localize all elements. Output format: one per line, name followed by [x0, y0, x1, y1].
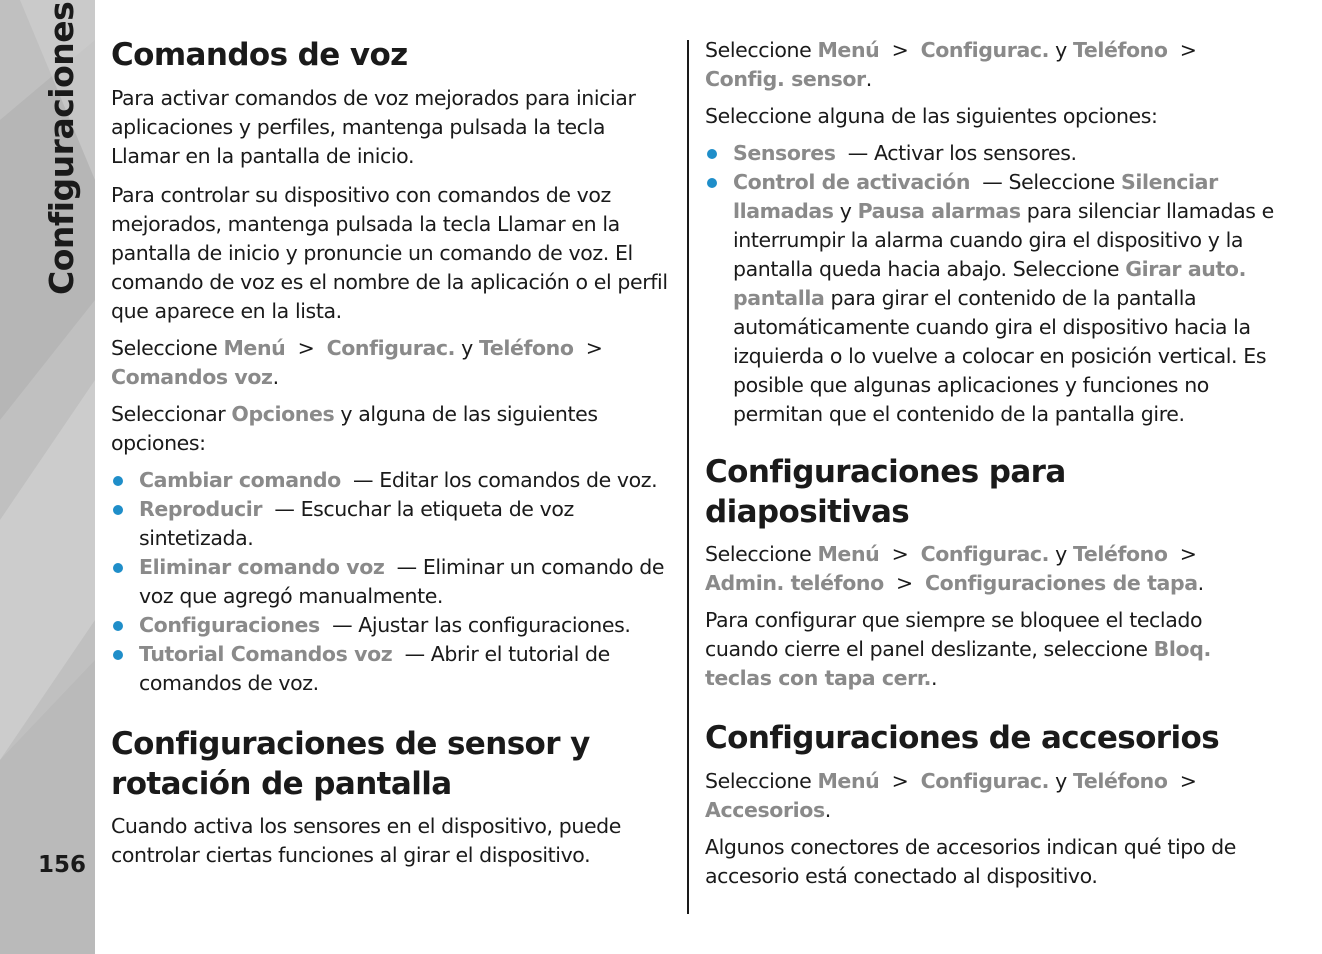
accessories-paragraph: Algunos conectores de accesorios indican qué tipo de accesorio está conectado al dispositivo. [705, 835, 1236, 889]
chapter-sidebar [0, 0, 95, 954]
list-item: Control de activación — Seleccione Silenciar llamadas y Pausa alarmas para silenciar llamadas e interrumpir la alarma cuando gira el dispositivo y la pantalla queda hacia abajo. Seleccione Girar auto. pantalla para girar el contenido de la pantalla automáticamente cuando gira el dispositivo hacia la izquierda o lo vuelve a colocar en posición vertical. Es posible que algunas aplicaciones y funciones no permitan que el contenido de la pantalla gire. [705, 168, 1275, 429]
bullet-icon [707, 178, 717, 188]
list-item: Eliminar comando voz — Eliminar un comando de voz que agregó manualmente. [111, 553, 676, 611]
right-column [705, 36, 1275, 891]
list-item: Reproducir — Escuchar la etiqueta de voz sintetizada. [111, 495, 676, 553]
accessories-menu-path: Seleccione Menú > Configurac. y Teléfono > Accesorios. [705, 769, 1209, 823]
column-divider [687, 40, 689, 914]
voice-intro-paragraph: Para activar comandos de voz mejorados para iniciar aplicaciones y perfiles, mantenga pulsada la tecla Llamar en la pantalla de inicio. [111, 85, 636, 168]
voice-menu-path: Seleccione Menú > Configurac. y Teléfono > Comandos voz. [111, 335, 615, 389]
telefono-link: Teléfono [478, 335, 574, 360]
voice-options-list [111, 466, 676, 698]
sensor-options-intro: Seleccione alguna de las siguientes opciones: [705, 104, 1158, 128]
chapter-title: Configuraciones [42, 1, 81, 295]
sensor-options-list [705, 139, 1275, 429]
heading-sensor-rotation: Configuraciones de sensor y rotación de pantalla [111, 725, 590, 802]
comandos-voz-link: Comandos voz [111, 364, 273, 389]
heading-voice-commands: Comandos de voz [111, 37, 408, 73]
slides-menu-path: Seleccione Menú > Configurac. y Teléfono > Admin. teléfono > Configuraciones de tapa. [705, 542, 1209, 596]
list-item: Sensores — Activar los sensores. [705, 139, 1275, 168]
menu-link: Menú [223, 335, 286, 360]
heading-accessories: Configuraciones de accesorios [705, 720, 1220, 757]
left-column [111, 36, 676, 870]
bullet-icon [113, 621, 123, 631]
page-number: 156 [38, 852, 87, 878]
opciones-link: Opciones [231, 401, 335, 426]
sensor-intro-paragraph: Cuando activa los sensores en el dispositivo, puede controlar ciertas funciones al girar el dispositivo. [111, 813, 621, 867]
bullet-icon [707, 149, 717, 159]
voice-control-paragraph: Para controlar su dispositivo con comandos de voz mejorados, mantenga pulsada la tecla Llamar en la pantalla de inicio y pronuncie un comando de voz. El comando de voz es el nombre de la aplicación o el perfil que aparece en la lista. [111, 182, 668, 323]
bullet-icon [113, 563, 123, 573]
bullet-icon [113, 650, 123, 660]
slides-keylock-paragraph: Para configurar que siempre se bloquee el teclado cuando cierre el panel deslizante, seleccione Bloq. teclas con tapa cerr.. [705, 608, 1211, 691]
voice-options-intro: Seleccionar Opciones y alguna de las siguientes opciones: [111, 401, 598, 455]
bullet-icon [113, 476, 123, 486]
configurac-link: Configurac. [326, 335, 456, 360]
list-item: Tutorial Comandos voz — Abrir el tutorial de comandos de voz. [111, 640, 676, 698]
heading-slides: Configuraciones para diapositivas [705, 454, 1066, 530]
list-item: Configuraciones — Ajustar las configuraciones. [111, 611, 676, 640]
sensor-menu-path: Seleccione Menú > Configurac. y Teléfono > Config. sensor. [705, 38, 1209, 91]
bullet-icon [113, 505, 123, 515]
list-item: Cambiar comando — Editar los comandos de voz. [111, 466, 676, 495]
